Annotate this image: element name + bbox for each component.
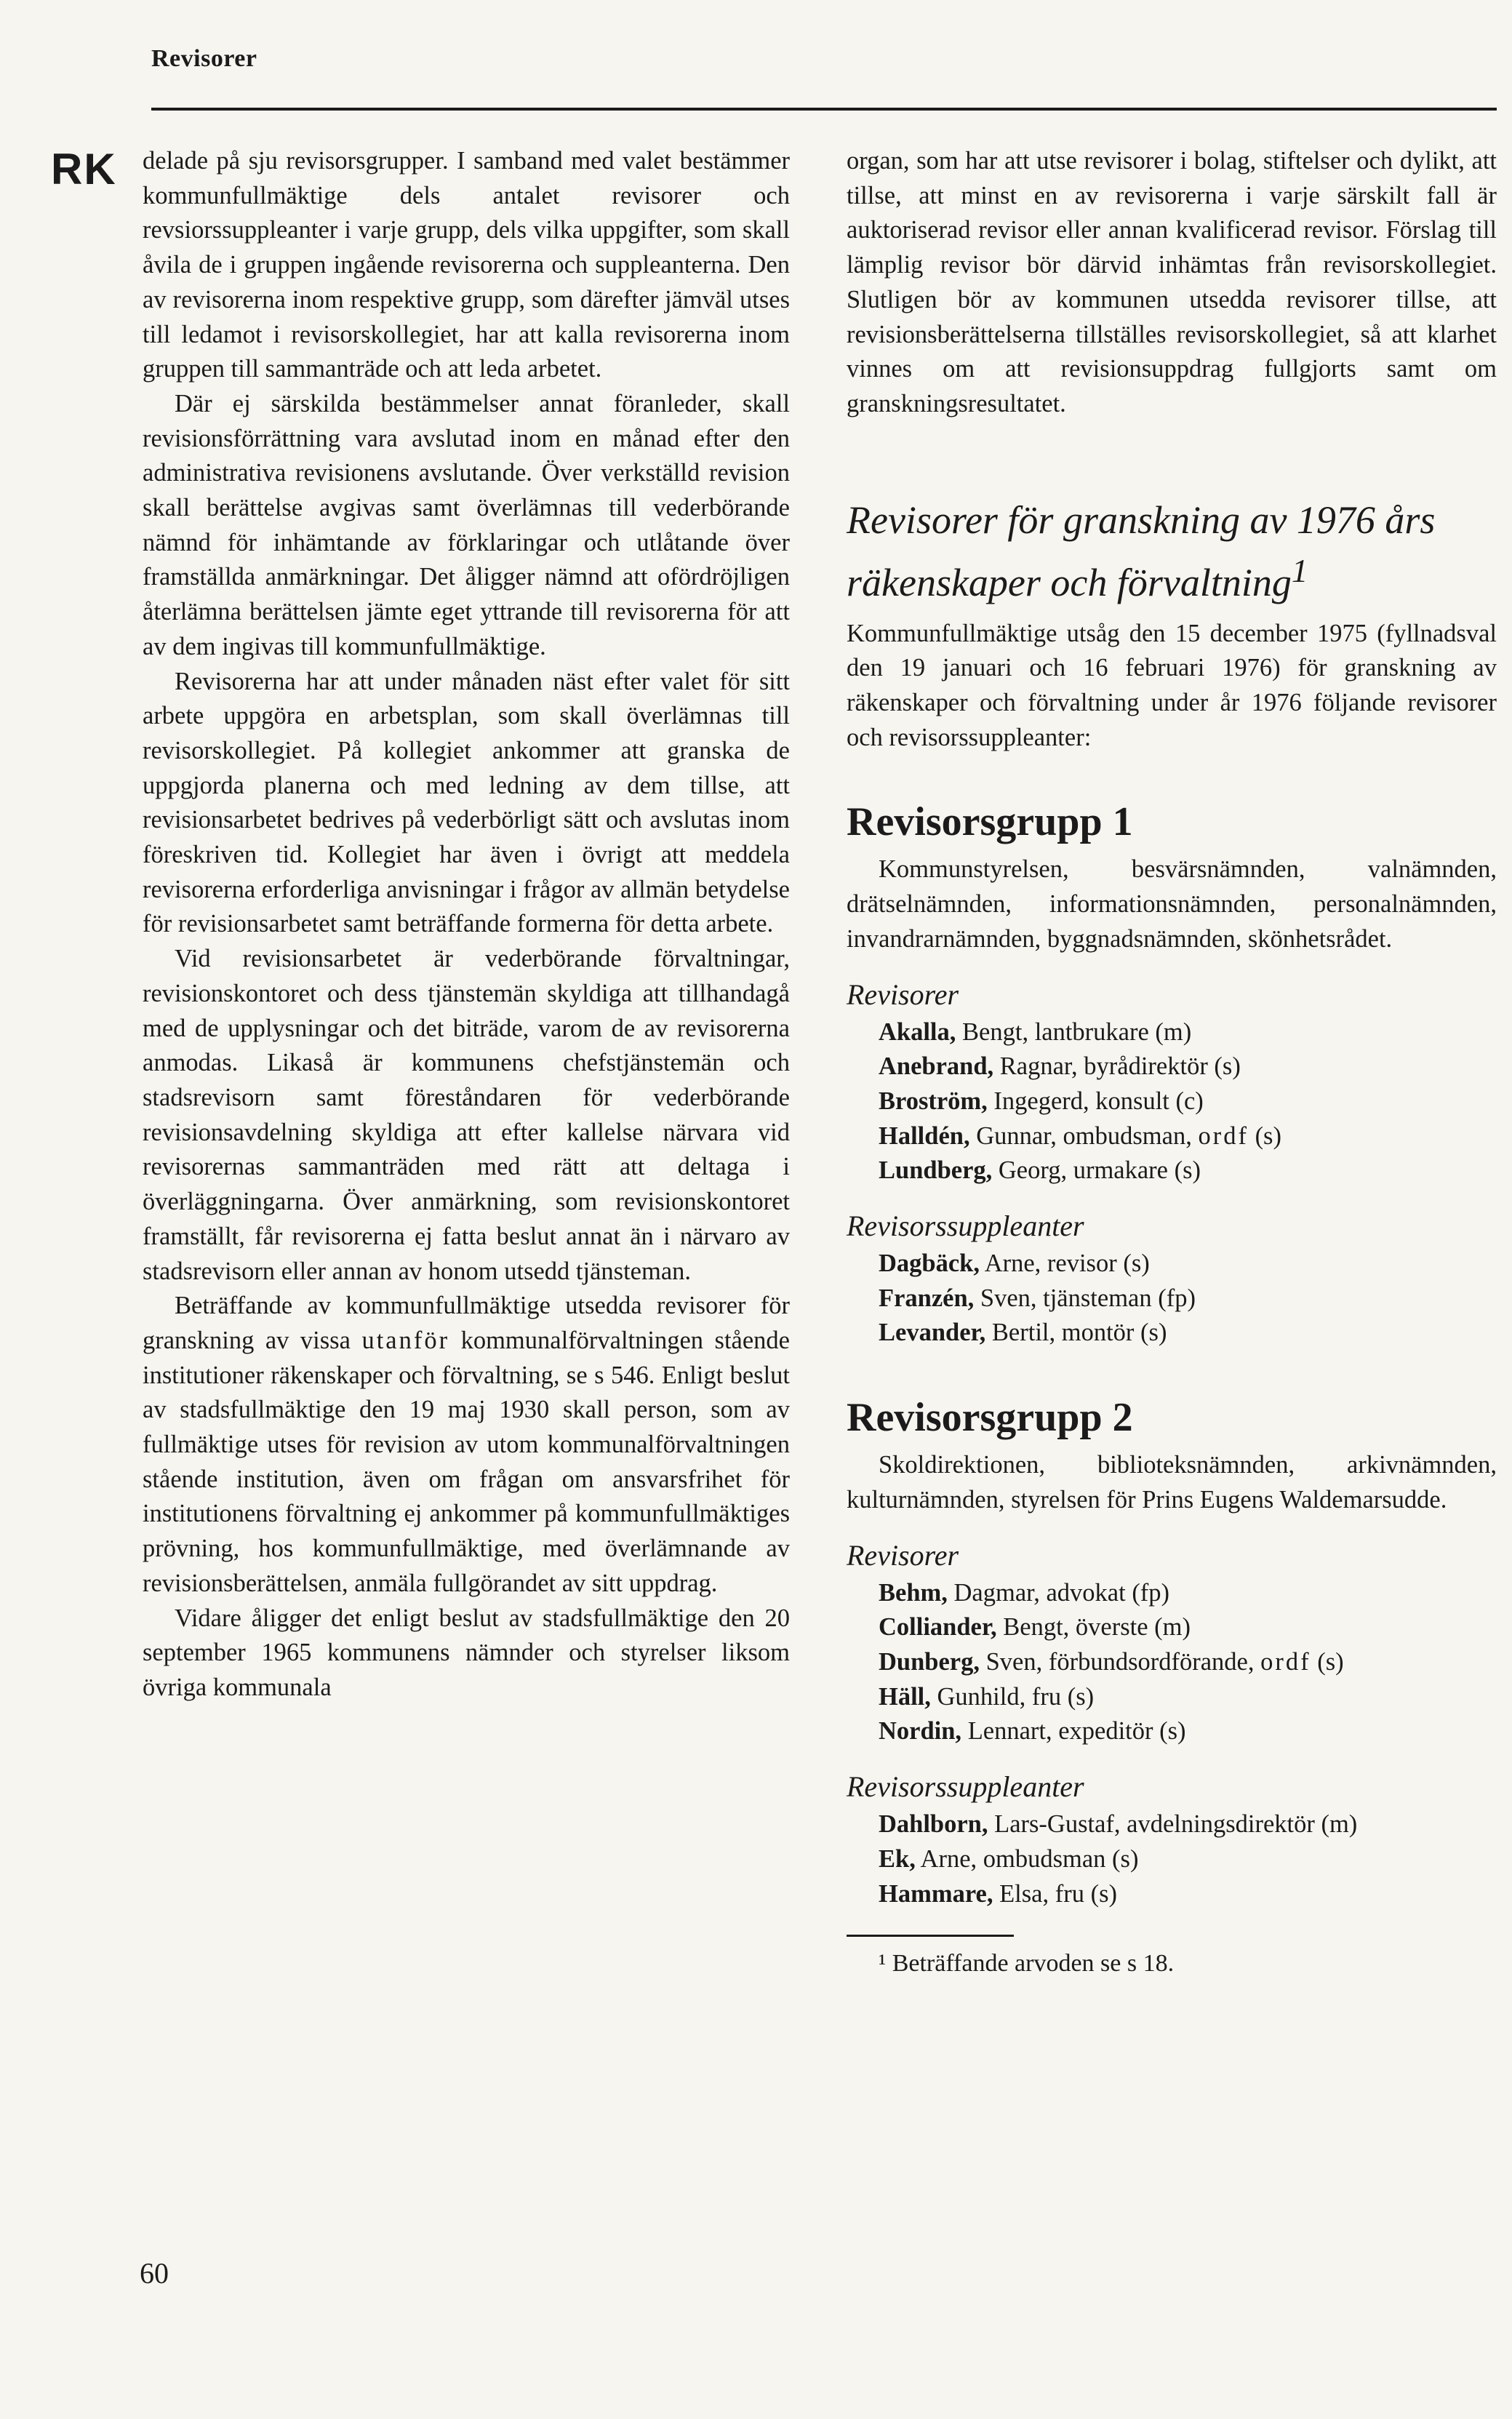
footnote-rule [847,1935,1014,1937]
paragraph [143,1289,790,1601]
revisorsgrupp-1 [847,797,1497,1351]
surname: Franzén, [879,1284,975,1312]
section-tab-mark: RK [51,145,117,193]
left-column [143,144,790,1706]
person-details: Bengt, överste (m) [996,1613,1191,1642]
revisorsgrupp-2 [847,1393,1497,1911]
person-entry [847,1807,1497,1842]
running-head: Revisorer [151,45,257,72]
revisorer-label: Revisorer [847,1538,959,1572]
paragraph: Vidare åligger det enligt beslut av stadsfullmäktige den 20 september 1965 kommunens nämnder och styrelser liksom övriga kommunala [143,1604,790,1701]
group-bodies: Skoldirektionen, biblioteksnämnden, arkivnämnden, kulturnämnden, styrelsen för Prins Eugens Waldemarsudde. [847,1451,1497,1514]
page-number: 60 [140,2257,169,2290]
group-bodies: Kommunstyrelsen, besvärsnämnden, valnämnden, drätselnämnden, informationsnämnden, personalnämnden, invandrarnämnden, byggnadsnämnden, skönhetsrådet. [847,855,1497,953]
person-entry [847,1153,1497,1188]
surname: Ek, [879,1844,916,1873]
person-entry [847,1049,1497,1084]
surname: Dahlborn, [879,1810,988,1839]
person-entry [847,1282,1497,1316]
person-details: Sven, förbundsordförande, [979,1647,1261,1676]
group-heading: Revisorsgrupp 2 [847,1395,1133,1441]
section-intro: Kommunfullmäktige utsåg den 15 december 1975 (fyllnadsval den 19 januari och 16 februari 1976) för granskning av räkenskaper och förvaltning under år 1976 följande revisorer och revisorssuppleanter: [847,619,1497,751]
surname: Akalla, [879,1017,956,1046]
surname: Halldén, [879,1121,970,1150]
suppleanter-label: Revisorssuppleanter [847,1770,1084,1804]
paragraph: Där ej särskilda bestämmelser annat föranleder, skall revisionsförrättning vara avslutad inom en månad efter den administrativa revisionens avslutande. Över verkställd revision skall berättelse avgivas samt överlämnas till vederbörande nämnd för inhämtande av förklaringar och utlåtande över framställda anmärkningar. Det åligger nämnd att ofördröjligen återlämna berättelsen jämte eget yttrande till revisorerna för att av dem ingivas till kommunfullmäktige. [143,389,790,660]
person-entry [847,1645,1497,1680]
person-details: Bertil, montör (s) [985,1319,1167,1347]
right-column [847,144,1497,1980]
person-details: Dagmar, advokat (fp) [947,1578,1170,1607]
person-entry [847,1247,1497,1282]
surname: Dagbäck, [879,1250,980,1278]
person-entry [847,1119,1497,1154]
person-details: Bengt, lantbrukare (m) [956,1017,1192,1046]
section-title [847,495,1497,608]
revisorer-label: Revisorer [847,977,959,1011]
person-details: Lars-Gustaf, avdelningsdirektör (m) [988,1810,1358,1839]
paragraph: Revisorerna har att under månaden näst efter valet för sitt arbete uppgöra en arbetsplan, som skall överlämnas till revisorskollegiet. På kollegiet ankommer att granska de uppgjorda planerna och med ledning av dem tillse, att revisionsarbetet bedrives på vederbörligt sätt och avslutas inom föreskriven tid. Kollegiet har även i övrigt att meddela revisorerna erforderliga anvisningar i frågor av allmän betydelse för revisionsarbetet samt beträffande formerna för detta arbete. [143,667,790,938]
chair-marker: ordf [1198,1121,1249,1150]
surname: Levander, [879,1319,986,1347]
person-details: Elsa, fru (s) [993,1879,1117,1908]
surname: Lundberg, [879,1156,993,1185]
footnote-marker: 1 [1291,552,1308,589]
person-entry [847,1842,1497,1877]
paragraph-text: Beträffande av kommunfullmäktige utsedda revisorer för granskning av vissa [143,1292,790,1354]
paragraph: delade på sju revisorsgrupper. I samband med valet bestämmer kommunfullmäktige dels antalet revisorer och revsiorssuppleanter i varje grupp, dels vilka uppgifter, som skall åvila de i gruppen ingående revisorerna och suppleanterna. Den av revisorerna inom respektive grupp, som därefter jämväl utses till ledamot i revisorskollegiet, har att kalla revisorerna inom gruppen till sammanträde och att leda arbetet. [143,147,790,383]
person-entry [847,1714,1497,1749]
person-details: Ragnar, byrådirektör (s) [993,1052,1241,1081]
surname: Dunberg, [879,1647,980,1676]
person-details: Arne, revisor (s) [979,1250,1150,1278]
section-title-text: Revisorer för granskning av 1976 års räkenskaper och förvaltning [847,497,1436,604]
party: (s) [1248,1121,1281,1150]
person-entry [847,1576,1497,1611]
surname: Häll, [879,1682,931,1711]
surname: Broström, [879,1087,988,1115]
header-rule [151,108,1497,111]
person-entry [847,1680,1497,1715]
person-entry [847,1316,1497,1351]
chair-marker: ordf [1260,1647,1311,1676]
person-entry [847,1084,1497,1119]
person-entry [847,1610,1497,1645]
group-heading: Revisorsgrupp 1 [847,799,1133,845]
person-details: Gunnar, ombudsman, [969,1121,1199,1150]
surname: Nordin, [879,1717,962,1746]
suppleanter-label: Revisorssuppleanter [847,1210,1084,1243]
person-details: Arne, ombudsman (s) [915,1844,1139,1873]
emphasis-text: utanför [361,1326,450,1354]
paragraph: organ, som har att utse revisorer i bolag, stiftelser och dylikt, att tillse, att minst en av revisorerna i varje särskilt fall är auktoriserad revisor eller annan kvalificerad revisor. Förslag till lämplig revisor bör därvid inhämtas från revisorskollegiet. Slutligen bör av kommunen utsedda revisorer tillse, att revisionsberättelserna tillställes revisorskollegiet, så att klarhet vinnes om att revisionsuppdrag fullgjorts samt om granskningsresultatet. [847,147,1497,417]
paragraph-text: kommunalförvaltningen stående institutioner räkenskaper och förvaltning, se s 546. Enligt beslut av stadsfullmäktige den 19 maj 1930 skall person, som av fullmäktige utses för revision av utom kommunalförvaltningen stående institution, även om frågan om ansvarsfrihet för institutionens förvaltning ej ankommer på kommunfullmäktiges prövning, hos kommunfullmäktige, med överlämnande av revisionsberättelsen, anmäla fullgörandet av sitt uppdrag. [143,1326,790,1597]
surname: Anebrand, [879,1052,994,1081]
person-entry [847,1015,1497,1050]
footnote: ¹ Beträffande arvoden se s 18. [879,1950,1175,1978]
surname: Behm, [879,1578,948,1607]
person-entry [847,1877,1497,1912]
person-details: Gunhild, fru (s) [930,1682,1095,1711]
person-details: Georg, urmakare (s) [992,1156,1201,1185]
paragraph: Vid revisionsarbetet är vederbörande förvaltningar, revisionskontoret och dess tjänstemän skyldiga att tillhandagå med de upplysningar och det biträde, varom de av revisorerna anmodas. Likaså är kommunens chefstjänstemän och stadsrevisorn samt föreståndaren för vederbörande revisionsavdelning skyldiga att efter kallelse närvara vid revisorernas sammanträden med rätt att deltaga i överläggningarna. Över anmärkning, som revisionskontoret framställt, får revisorerna ej fatta beslut annat än i närvaro av stadsrevisorn eller annan av honom utsedd tjänsteman. [143,945,790,1285]
surname: Colliander, [879,1613,997,1642]
surname: Hammare, [879,1879,993,1908]
person-details: Lennart, expeditör (s) [961,1717,1186,1746]
party: (s) [1311,1647,1344,1676]
person-details: Sven, tjänsteman (fp) [974,1284,1196,1312]
person-details: Ingegerd, konsult (c) [987,1087,1204,1115]
